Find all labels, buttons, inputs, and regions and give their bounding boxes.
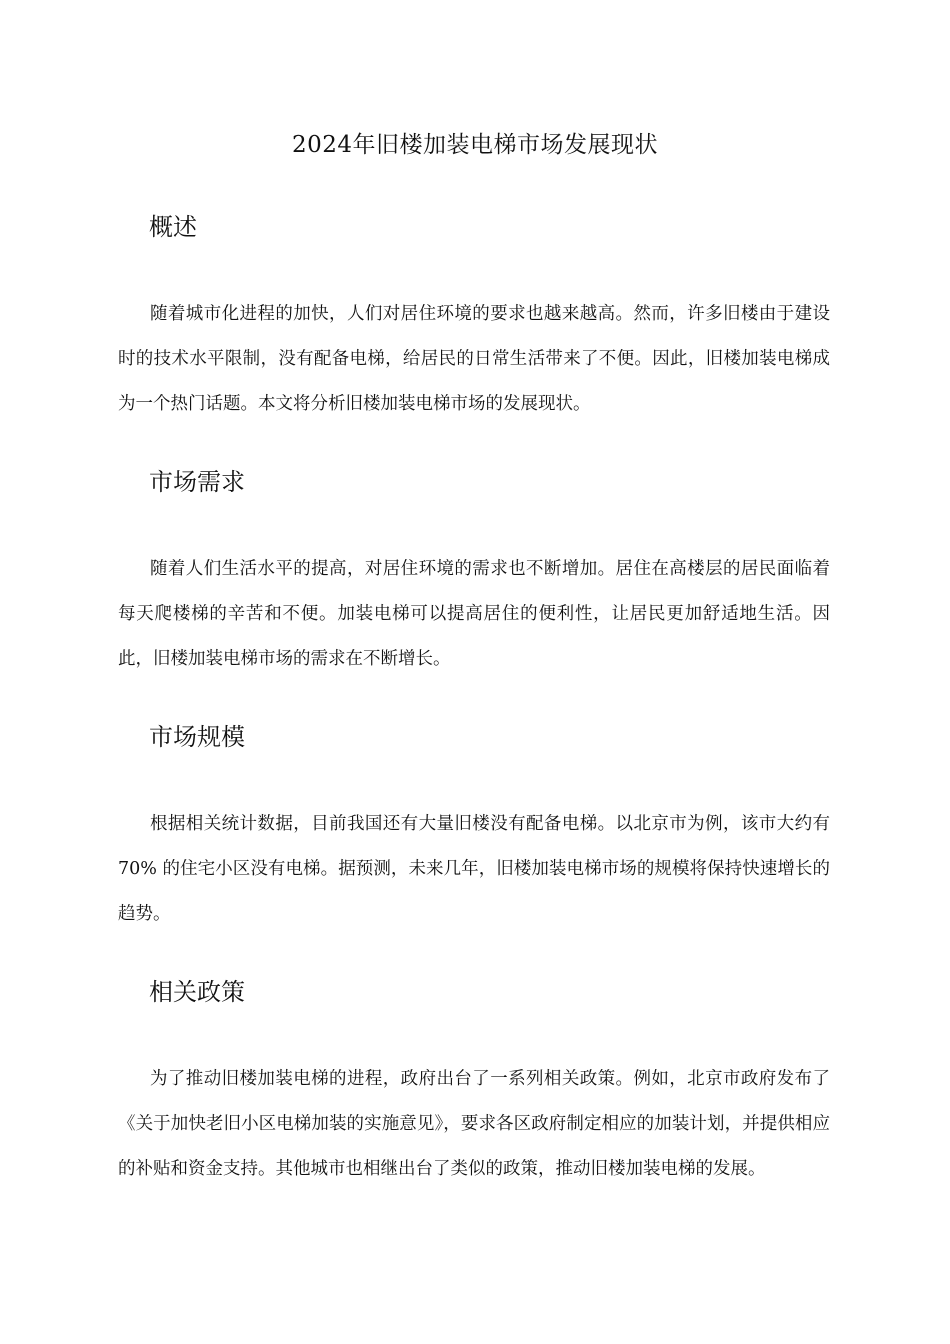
section-heading-market-size: 市场规模 <box>149 723 245 751</box>
section-heading-overview: 概述 <box>149 213 197 241</box>
section-paragraph-market-size: 根据相关统计数据，目前我国还有大量旧楼没有配备电梯。以北京市为例，该市大约有70% 的住宅小区没有电梯。据预测，未来几年，旧楼加装电梯市场的规模将保持快速增长的趋势。 <box>118 814 830 924</box>
section-paragraph-overview: 随着城市化进程的加快，人们对居住环境的要求也越来越高。然而，许多旧楼由于建设时的技术水平限制，没有配备电梯，给居民的日常生活带来了不便。因此，旧楼加装电梯成为一个热门话题。本文将分析旧楼加装电梯市场的发展现状。 <box>118 304 830 414</box>
section-paragraph-related-policies: 为了推动旧楼加装电梯的进程，政府出台了一系列相关政策。例如，北京市政府发布了《关于加快老旧小区电梯加装的实施意见》，要求各区政府制定相应的加装计划，并提供相应的补贴和资金支持。其他城市也相继出台了类似的政策，推动旧楼加装电梯的发展。 <box>118 1069 830 1179</box>
document-title: 2024年旧楼加装电梯市场发展现状 <box>291 132 659 158</box>
section-paragraph-market-demand: 随着人们生活水平的提高，对居住环境的需求也不断增加。居住在高楼层的居民面临着每天爬楼梯的辛苦和不便。加装电梯可以提高居住的便利性，让居民更加舒适地生活。因此，旧楼加装电梯市场的需求在不断增长。 <box>118 559 830 669</box>
section-heading-market-demand: 市场需求 <box>149 468 245 496</box>
section-heading-related-policies: 相关政策 <box>149 978 245 1006</box>
